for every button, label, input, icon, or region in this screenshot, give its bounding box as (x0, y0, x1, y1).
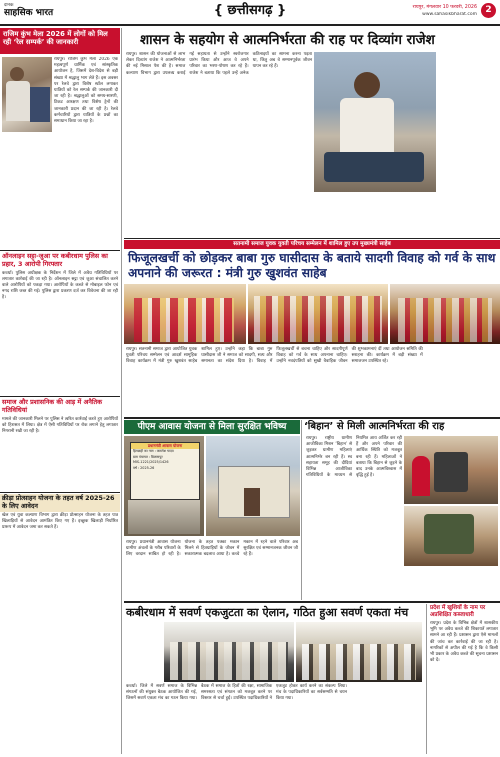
divyang-body: रायपुर। शासन की योजनाओं से लाभ लेकर दिव्यांग राजेश ने आत्मनिर्भरता की नई मिसाल पेश की है। समाज कल्याण विभाग द्वारा उपलब्ध कराई गई सहायता से उन्होंने स्वरोजगार प्रारंभ किया और आज वे अपने परिवार का भरण-पोषण कर रहे हैं। राजेश ने बताया कि पहले उन्हें अनेक कठिनाइयों का सामना करना पड़ता था, किंतु अब वे सम्मानपूर्वक जीवन यापन कर रहे हैं। (126, 52, 312, 76)
brand-small: दैनिक (4, 3, 14, 8)
pmay-house-photo (206, 436, 300, 536)
left-story-2-body: कवर्धा। पुलिस अधीक्षक के निर्देशन में जिले में अवैध गतिविधियों पर लगातार कार्रवाई की जा रही है। ऑनलाइन सट्टा एवं जुआ संचालित करने वाले आरोपियों को पकड़ा गया। आरोपियों के कब्जे से मोबाइल फोन एवं नगद राशि जब्त की गई। पुलिस द्वारा प्रकरण दर्ज कर विवेचना की जा रही है। (2, 270, 118, 301)
marriage-rule (124, 417, 500, 419)
marriage-kicker: सतनामी समाज युवक युवती परिचय सम्मेलन में शामिल हुए उप मुख्यमंत्री साहेब (124, 240, 500, 249)
left-rule-1 (0, 250, 120, 251)
marriage-photo-1 (124, 284, 246, 344)
divyang-body-right (438, 52, 498, 236)
pmay-board-photo (124, 436, 204, 536)
kabirdham-body: कवर्धा। जिले में सवर्ण समाज के विभिन्न संगठनों की संयुक्त बैठक आयोजित की गई, जिसमें सवर्ण एकता मंच का गठन किया गया। बैठक में समाज के हितों की रक्षा, सामाजिक समरसता एवं संगठन को मजबूत करने पर विस्तार से चर्चा हुई। उपस्थित पदाधिकारियों ने एकजुट होकर कार्य करने का संकल्प लिया। मंच के पदाधिकारियों का सर्वसम्मति से चयन किया गया। (126, 684, 347, 702)
divyang-headline: शासन के सहयोग से आत्मनिर्भरता की राह पर दिव्यांग राजेश (140, 32, 435, 48)
right-edge-story (428, 604, 500, 754)
section-title: { छत्तीसगढ़ } (213, 3, 287, 18)
pmay-story (124, 420, 300, 600)
divyang-rule (124, 238, 500, 239)
left-story-2 (0, 252, 120, 394)
divyang-story (124, 28, 500, 238)
kabirdham-headline: कबीरधाम में सवर्ण एकजुटता का ऐलान, गठित हुआ सवर्ण एकता मंच (126, 606, 409, 619)
date-line: रायपुर, मंगलवार 10 फरवरी, 2026 (412, 5, 477, 10)
page-number: 2 (481, 3, 496, 18)
right-column-divider (426, 604, 427, 754)
marriage-body: रायपुर। सतनामी समाज द्वारा आयोजित युवक युवती परिचय सम्मेलन एवं आदर्श सामूहिक विवाह कार्यक्रम में मंत्री गुरु खुशवंत साहेब शामिल हुए। उन्होंने कहा कि बाबा गुरु घासीदास जी ने समाज को सादगी, सत्य और समानता का संदेश दिया है। विवाह में फिजूलखर्ची से बचना चाहिए और सादगीपूर्ण विवाह को गर्व के साथ अपनाना चाहिए। उन्होंने नवदंपतियों को सुखी वैवाहिक जीवन की शुभकामनाएं दीं तथा आयोजन समिति की सराहना की। कार्यक्रम में बड़ी संख्या में समाजजन उपस्थित रहे। (126, 347, 423, 365)
rail-stall-photo (2, 57, 52, 132)
bihan-photo-2 (404, 506, 498, 566)
marriage-photo-2 (248, 284, 388, 344)
marriage-story (124, 240, 500, 416)
left-story-4-body: खेल एवं युवा कल्याण विभाग द्वारा क्रीड़ा प्रोत्साहन योजना के तहत पात्र खिलाड़ियों से आवेदन आमंत्रित किए गए हैं। इच्छुक खिलाड़ी निर्धारित प्रारूप में आवेदन जमा कर सकते हैं। (2, 512, 118, 530)
left-story-4 (0, 494, 120, 754)
bihan-headline: ‘बिहान’ से मिली आत्मनिर्भरता की राह (304, 421, 445, 432)
pmay-board (130, 442, 200, 500)
left-story-2-headline: ऑनलाइन सट्टा-जुआ पर कबीरधाम पुलिस का प्रहार, 3 आरोपी गिरफ्तार (2, 252, 108, 268)
middle-rule (124, 601, 500, 603)
left-rule-3 (0, 492, 120, 493)
left-column-divider (121, 28, 122, 754)
marriage-headline: फिजूलखर्ची को छोड़कर बाबा गुरु घासीदास के बताये सादगी विवाह को गर्व के साथ अपनाने की जरूरत : मंत्री गुरु खुशवंत साहेब (128, 251, 496, 280)
bihan-story (304, 420, 500, 600)
left-story-3-headline: समाज और प्रशासनिक की आड़ में अनैतिक गतिविधियां (2, 398, 103, 414)
right-edge-body: रायपुर। प्रदेश के विभिन्न क्षेत्रों में शासकीय भूमि पर अवैध कब्जे की शिकायतें लगातार सामने आ रही हैं। प्रशासन द्वारा ऐसे मामलों की जांच कर कार्रवाई की जा रही है। नागरिकों से अपील की गई है कि वे किसी भी प्रकार के अवैध कब्जे की सूचना प्रशासन को दें। (430, 621, 498, 664)
kabirdham-photo-2 (296, 622, 422, 682)
marriage-photo-3 (390, 284, 500, 344)
top-left-headline: राजिम कुंभ मेला 2026 में लोगों को मिल रही ‘रेल सम्पर्क’ की जानकारी (3, 30, 108, 46)
masthead-rule (0, 24, 500, 26)
left-rule-2 (0, 396, 120, 397)
brand-name: साहसिक भारत (4, 8, 54, 18)
pmay-headline: पीएम आवास योजना से मिला सुरक्षित भविष्य (124, 420, 300, 434)
pmay-body: रायपुर। प्रधानमंत्री आवास योजना ग्रामीण अंचलों के गरीब परिवारों के लिए वरदान साबित हो रही है। योजना के तहत पक्का मकान मिलने से हितग्राहियों के जीवन में सकारात्मक बदलाव आया है। कच्चे मकान में रहने वाले परिवार अब सुरक्षित एवं सम्मानजनक जीवन जी रहे हैं। (126, 540, 298, 558)
brand-logo (4, 3, 72, 23)
pmay-board-line-2: ग्राम पंचायत : बिलासपुर (133, 454, 163, 459)
pmay-board-title: प्रधानमंत्री आवास योजना (131, 443, 199, 449)
pmay-board-line-3: MIS-1221/2025/1426 (133, 460, 169, 464)
website: www.sahasikbharat.com (422, 12, 477, 17)
top-left-story (0, 28, 120, 250)
kabirdham-photo-1 (164, 622, 294, 682)
left-story-3-body: मामले की जानकारी मिलने पर पुलिस ने त्वरित कार्रवाई करते हुए आरोपियों को हिरासत में लिया। क्षेत्र में ऐसी गतिविधियों पर रोक लगाने हेतु लगातार निगरानी रखी जा रही है। (2, 416, 118, 434)
divyang-photo (314, 52, 436, 192)
pmay-board-line-4: वर्ष : 2025-26 (133, 465, 155, 470)
kabirdham-story (124, 604, 424, 754)
right-edge-headline: प्रदेश में खुशियों के नाम पर अप्रशिक्षित कब्जाधारी (430, 605, 486, 618)
pmay-board-line-1: हितग्राही का नाम : कमलेश यादव (133, 449, 174, 453)
bihan-photo-1 (404, 436, 498, 504)
pmay-bihan-divider (301, 420, 302, 600)
left-story-3 (0, 398, 120, 490)
left-story-4-headline: क्रीड़ा प्रोत्साहन योजना के तहत वर्ष 2025-26 के लिए आवेदन (0, 494, 120, 512)
top-left-body: रायपुर। राजिम कुंभ मेला 2026 एक महत्वपूर्ण धार्मिक एवं सांस्कृतिक आयोजन है, जिसमें देश-विदेश से बड़ी संख्या में श्रद्धालु भाग लेते हैं। इस अवसर पर रेलवे द्वारा विशेष स्टॉल लगाकर यात्रियों को रेल सम्पर्क की जानकारी दी जा रही है। श्रद्धालुओं को समय-सारणी, टिकट आरक्षण तथा विशेष ट्रेनों की जानकारी प्रदान की जा रही है। रेलवे कर्मचारियों द्वारा यात्रियों के प्रश्नों का समाधान किया जा रहा है। (54, 57, 118, 125)
masthead (0, 0, 500, 28)
bihan-body: रायपुर। राष्ट्रीय ग्रामीण आजीविका मिशन ‘बिहान’ से जुड़कर ग्रामीण महिलाएं आत्मनिर्भर बन रही हैं। स्व सहायता समूह की दीदियां विभिन्न आजीविका गतिविधियों के माध्यम से नियमित आय अर्जित कर रही हैं और अपने परिवार की आर्थिक स्थिति को मजबूत बना रही हैं। महिलाओं ने बताया कि बिहान से जुड़ने के बाद उनके आत्मविश्वास में वृद्धि हुई है। (306, 436, 402, 479)
top-left-headline-box (0, 28, 120, 54)
